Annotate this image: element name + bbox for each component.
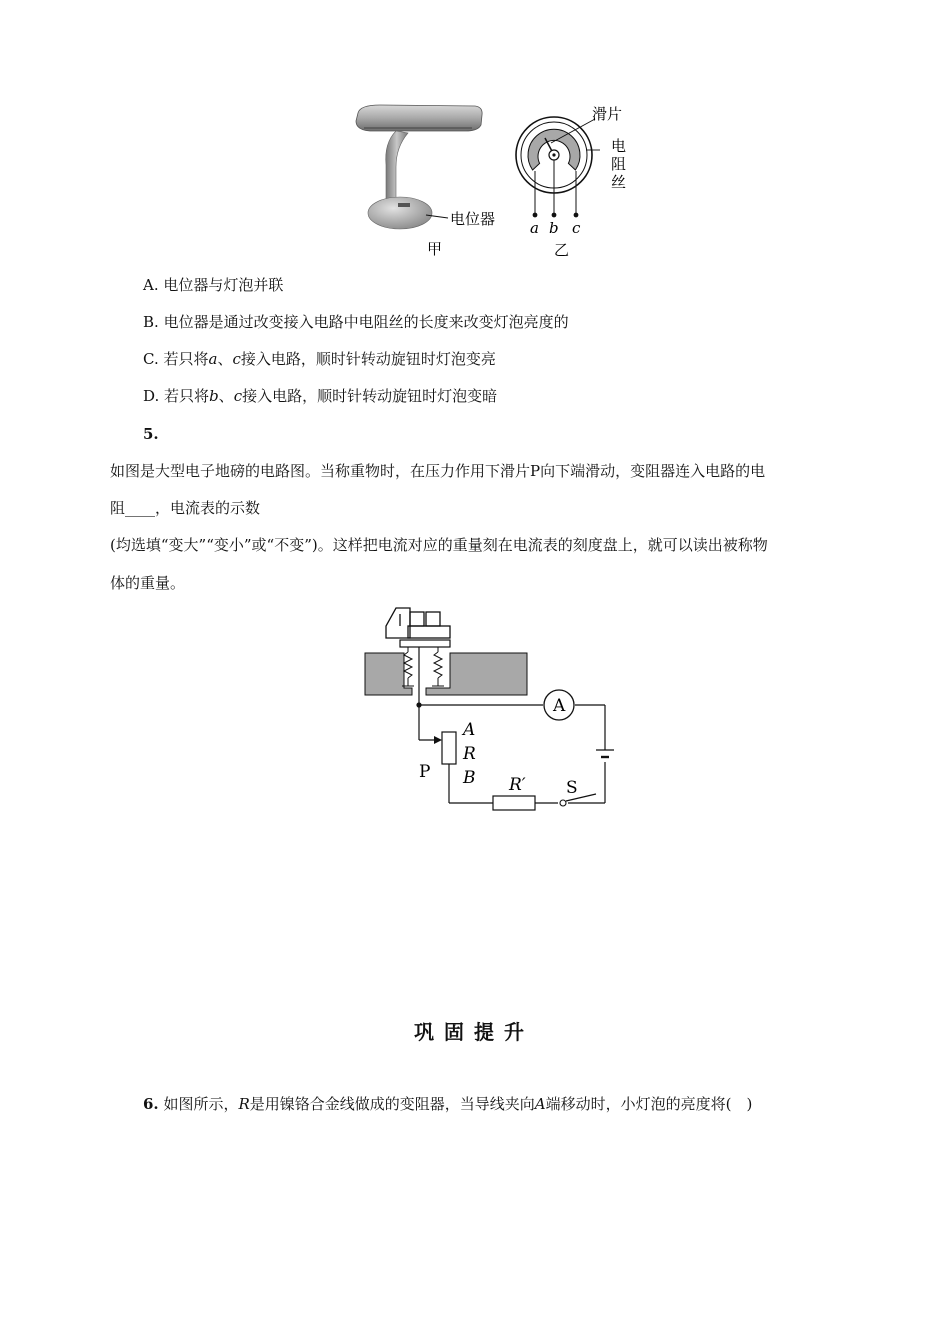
option-letter: A.	[143, 276, 159, 294]
question-5-text-line3: (均选填“变大”“变小”或“不变”)。这样把电流对应的重量刻在电流表的刻度盘上，就可以读出被称物	[110, 536, 768, 554]
var-c: c	[232, 350, 241, 368]
question-6	[143, 1094, 752, 1114]
option-text: 若只将	[164, 387, 210, 405]
question-5-text-line4: 体的重量。	[110, 574, 186, 592]
truck-drawing	[386, 608, 450, 638]
lamp-label: 电位器	[450, 210, 496, 228]
option-text: 接入电路，顺时针转动旋钮时灯泡变亮	[240, 350, 496, 368]
figure-weighbridge-circuit	[360, 600, 630, 820]
switch-s-label: S	[566, 778, 578, 798]
terminal-c-label: c	[572, 219, 581, 237]
option-a	[143, 275, 283, 295]
rheostat-r-label: R	[463, 744, 476, 764]
resistance-wire-label-3: 丝	[611, 173, 627, 191]
option-text: 、	[218, 387, 234, 405]
question-6-text: 如图所示，	[163, 1095, 239, 1113]
rheostat-r	[442, 732, 456, 764]
option-text: 若只将	[163, 350, 209, 368]
var-c: c	[233, 387, 243, 405]
option-letter: D.	[143, 387, 160, 405]
option-letter: C.	[143, 350, 159, 368]
resistor-r-prime-label: R′	[509, 775, 526, 795]
slider-label: 滑片	[592, 105, 623, 123]
figure-potentiometer	[340, 95, 640, 265]
option-letter: B.	[143, 313, 159, 331]
switch-contact	[560, 800, 566, 806]
caption-jia: 甲	[427, 240, 443, 258]
option-text: 电位器与灯泡并联	[163, 276, 284, 294]
ground-left	[365, 653, 412, 695]
option-text: 电位器是通过改变接入电路中电阻丝的长度来改变灯泡亮度的	[163, 313, 569, 331]
terminal-a-label: a	[530, 219, 539, 237]
question-5-text-line1: 如图是大型电子地磅的电路图。当称重物时，在压力作用下滑片P向下端滑动，变阻器连入电路的电	[110, 462, 766, 480]
var-a: a	[208, 350, 218, 368]
junction-node	[416, 702, 421, 707]
option-text: 、	[217, 350, 233, 368]
slider-arrow	[434, 736, 442, 744]
var-b: b	[209, 387, 219, 405]
rheostat-end-b-label: B	[463, 768, 476, 788]
option-c	[143, 349, 496, 369]
var-r: R	[238, 1095, 250, 1113]
ammeter-label: A	[553, 696, 566, 716]
question-5-text-line2: 阻____，电流表的示数	[110, 499, 261, 517]
option-b	[143, 312, 569, 332]
section-title: 巩固提升	[414, 1020, 534, 1044]
question-6-text: 端移动时，小灯泡的亮度将( )	[545, 1095, 753, 1113]
caption-yi: 乙	[554, 241, 570, 259]
option-text: 接入电路，顺时针转动旋钮时灯泡变暗	[242, 387, 498, 405]
option-d	[143, 386, 497, 406]
resistance-wire-label-1: 电	[611, 137, 627, 155]
potentiometer-diagram	[516, 117, 600, 217]
spring-right	[432, 647, 444, 686]
var-a: A	[534, 1095, 546, 1113]
question-6-number: 6.	[143, 1095, 159, 1113]
slider-p-label: P	[419, 762, 431, 782]
resistor-r-prime	[493, 796, 535, 810]
question-5-number: 5.	[143, 425, 159, 443]
resistance-wire-label-2: 阻	[611, 155, 627, 173]
scale-platform	[400, 640, 450, 647]
terminal-b-label: b	[549, 219, 559, 237]
question-6-text: 是用镍铬合金线做成的变阻器，当导线夹向	[249, 1095, 535, 1113]
rheostat-end-a-label: A	[463, 720, 476, 740]
